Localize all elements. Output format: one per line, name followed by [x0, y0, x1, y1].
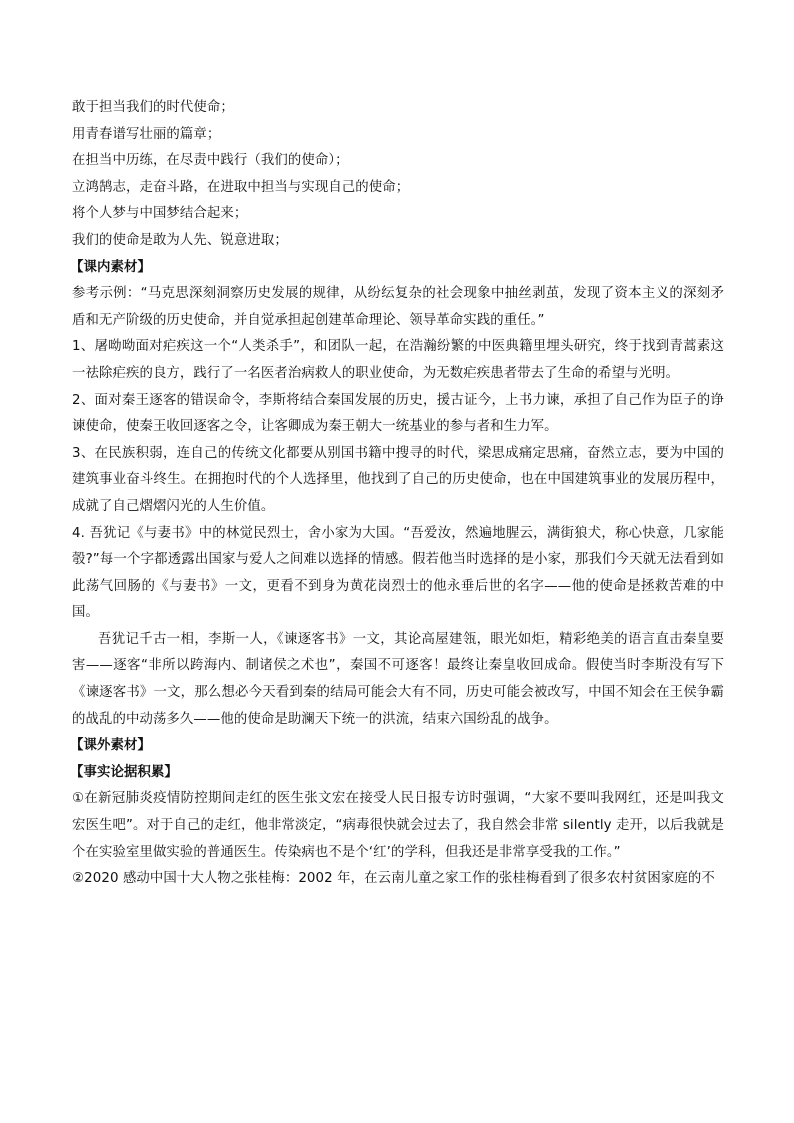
paragraph: 1、屠呦呦面对疟疾这一个“人类杀手”，和团队一起，在浩瀚纷繁的中医典籍里埋头研究，终于找到青蒿素这一祛除疟疾的良方，践行了一名医者治病救人的职业使命，为无数疟疾患者带去了生命的希望与光明。	[72, 339, 724, 381]
text-line: 在担当中历练，在尽责中践行（我们的使命）；	[72, 153, 349, 169]
text-line: 将个人梦与中国梦结合起来；	[72, 206, 248, 222]
section-heading-facts: 【事实论据积累】	[70, 764, 178, 780]
fact-item: ②2020 感动中国十大人物之张桂梅：2002 年，在云南儿童之家工作的张桂梅看到了很多农村贫困家庭的不	[72, 871, 715, 887]
text-line: 用青春谱写壮丽的篇章；	[72, 126, 221, 142]
section-heading-in-class: 【课内素材】	[70, 259, 151, 275]
paragraph: 参考示例：“马克思深刻洞察历史发展的规律，从纷纭复杂的社会现象中抽丝剥茧，发现了资本主义的深刻矛盾和无产阶级的历史使命，并自觉承担起创建革命理论、领导革命实践的重任。”	[72, 286, 724, 328]
paragraph: 2、面对秦王逐客的错误命令，李斯将结合秦国发展的历史，援古证今，上书力谏，承担了自己作为臣子的诤谏使命，使秦王收回逐客之令，让客卿成为秦王朝大一统基业的参与者和生力军。	[72, 392, 724, 435]
text-line: 敢于担当我们的时代使命；	[72, 100, 234, 115]
text-line: 我们的使命是敢为人先、锐意进取；	[72, 232, 288, 248]
paragraph: 3、在民族积弱，连自己的传统文化都要从别国书籍中搜寻的时代，梁思成痛定思痛，奋然立志，要为中国的建筑事业奋斗终生。在拥抱时代的个人选择里，他找到了自己的历史使命，也在中国建筑事业的发展历程中，成就了自己熠熠闪光的人生价值。	[72, 445, 724, 514]
section-heading-out-class: 【课外素材】	[70, 738, 151, 754]
fact-item: ①在新冠肺炎疫情防控期间走红的医生张文宏在接受人民日报专访时强调，“大家不要叫我网红，还是叫我文宏医生吧”。对于自己的走红，他非常淡定，“病毒很快就会过去了，我自然会非常 silently 走开，以后我就是个在实验室里做实验的普通医生。传染病也不是个‘红’的学科，但我还是非常享受我的工作。”	[72, 791, 724, 860]
paragraph: 4. 吾犹记《与妻书》中的林觉民烈士，舍小家为大国。“吾爱汝，然遍地腥云，满街狼犬，称心快意，几家能彀?”每一个字都透露出国家与爱人之间难以选择的情感。假若他当时选择的是小家，那我们今天就无法看到如此荡气回肠的《与妻书》一文，更看不到身为黄花岗烈士的他永垂后世的名字——他的使命是拯救苦难的中国。	[72, 525, 724, 621]
paragraph-indented: 吾犹记千古一相，李斯一人，《谏逐客书》一文，其论高屋建瓴，眼光如炬，精彩绝美的语言直击秦皇要害——逐客“非所以跨海内、制诸侯之术也”，秦国不可逐客！最终让秦皇收回成命。假使当时李斯没有写下《谏逐客书》一文，那么想必今天看到秦的结局可能会大有不同，历史可能会被改写，中国不知会在王侯争霸的战乱的中动荡多久——他的使命是助澜天下统一的洪流，结束六国纷乱的战争。	[72, 631, 724, 727]
document-body	[72, 95, 724, 893]
text-line: 立鸿鹄志，走奋斗路，在进取中担当与实现自己的使命；	[72, 179, 410, 195]
